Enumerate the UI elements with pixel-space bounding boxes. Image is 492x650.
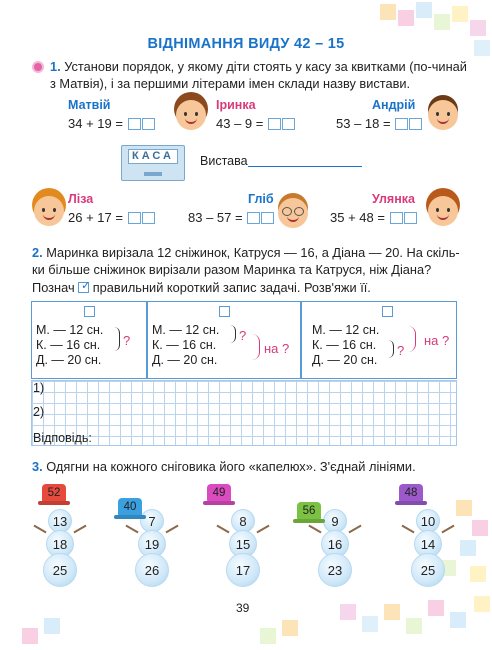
kasa-label: КАСА bbox=[128, 149, 178, 164]
answer-box[interactable] bbox=[404, 212, 417, 224]
na-label: на ? bbox=[424, 333, 450, 348]
snowman-ball: 17 bbox=[226, 553, 260, 587]
task3-instruction: Одягни на кожного сніговика його «капелюх». З'єднай лініями. bbox=[46, 459, 416, 474]
task2-problem: Маринка вирізала 12 сніжинок, Катруся — 16, а Діана — 20. На скіль-ки більше сніжинок вирізали разом Маринка та Катруся, ніж Діана? bbox=[32, 245, 460, 277]
snowman-ball: 25 bbox=[411, 553, 445, 587]
answer-box[interactable] bbox=[395, 118, 408, 130]
task1-text bbox=[50, 58, 470, 92]
snowman-ball: 13 bbox=[48, 509, 72, 533]
child-liza bbox=[68, 192, 155, 225]
snowman-arm bbox=[33, 525, 46, 534]
girl-face-icon bbox=[428, 196, 458, 226]
note-lines: М. — 12 сн. К. — 16 сн. Д. — 20 сн. bbox=[152, 323, 220, 367]
answer-box[interactable] bbox=[142, 118, 155, 130]
snowman-arm bbox=[308, 525, 321, 534]
hat[interactable]: 56 bbox=[297, 502, 321, 520]
answer-box[interactable] bbox=[409, 118, 422, 130]
question-mark: ? bbox=[123, 333, 131, 348]
solution-step-2-label: 2) bbox=[33, 405, 45, 419]
snowman-arm bbox=[348, 525, 361, 534]
option-checkbox[interactable] bbox=[84, 306, 95, 317]
answer-box[interactable] bbox=[142, 212, 155, 224]
note-lines: М. — 12 сн. К. — 16 сн. Д. — 20 сн. bbox=[36, 323, 104, 367]
short-note-option-3 bbox=[301, 301, 457, 379]
snowman-arm bbox=[441, 525, 454, 534]
child-name: Улянка bbox=[372, 192, 415, 206]
child-name: Матвій bbox=[68, 98, 111, 112]
child-expression: 83 – 57 = bbox=[188, 210, 274, 225]
child-name: Андрій bbox=[372, 98, 416, 112]
task2-number: 2. bbox=[32, 245, 43, 260]
solution-grid[interactable] bbox=[31, 380, 457, 446]
snowman-ball: 18 bbox=[46, 530, 74, 558]
snowman-ball: 9 bbox=[323, 509, 347, 533]
short-note-option-1 bbox=[31, 301, 147, 379]
note-lines: М. — 12 сн. К. — 16 сн. Д. — 20 сн. bbox=[312, 323, 380, 367]
check-icon: ✓ bbox=[78, 282, 89, 293]
child-matviy bbox=[68, 98, 155, 131]
snowman-ball: 19 bbox=[138, 530, 166, 558]
child-name: Гліб bbox=[248, 192, 274, 206]
task1-number: 1. bbox=[50, 59, 61, 74]
snowman-ball: 16 bbox=[321, 530, 349, 558]
child-ulyanka bbox=[330, 192, 417, 225]
task1-instruction: Установи порядок, у якому діти стоять у касу за квитками (по-чинай з Матвія), і за першими літерами імен склади назву вистави. bbox=[50, 59, 467, 91]
hat[interactable]: 52 bbox=[42, 484, 66, 502]
answer-box[interactable] bbox=[128, 212, 141, 224]
question-mark: ? bbox=[239, 328, 247, 343]
answer-box[interactable] bbox=[261, 212, 274, 224]
child-iryna bbox=[216, 98, 295, 131]
vystava-label: Вистава bbox=[200, 154, 248, 168]
brace-icon bbox=[114, 327, 120, 351]
task2-instruction: Познач ✓ правильний короткий запис задачі. Розв'яжи її. bbox=[32, 280, 371, 295]
child-name: Ліза bbox=[68, 192, 94, 206]
brace-icon bbox=[230, 325, 236, 343]
answer-box[interactable] bbox=[390, 212, 403, 224]
arrow-icon bbox=[408, 326, 416, 352]
hat[interactable]: 49 bbox=[207, 484, 231, 502]
answer-box[interactable] bbox=[282, 118, 295, 130]
brace-icon bbox=[388, 340, 394, 358]
answer-box[interactable] bbox=[247, 212, 260, 224]
solution-step-1-label: 1) bbox=[33, 381, 45, 395]
option-checkbox[interactable] bbox=[219, 306, 230, 317]
child-name: Іринка bbox=[216, 98, 256, 112]
child-andriy bbox=[336, 98, 422, 131]
vystava-answer-line[interactable] bbox=[248, 166, 362, 167]
task3-number: 3. bbox=[32, 459, 43, 474]
snowman-ball: 26 bbox=[135, 553, 169, 587]
ticket-office-sign bbox=[121, 145, 185, 181]
snowman-ball: 10 bbox=[416, 509, 440, 533]
snowman-arm bbox=[256, 525, 269, 534]
snowman-arm bbox=[401, 525, 414, 534]
snowman-arm bbox=[216, 525, 229, 534]
na-label: на ? bbox=[264, 341, 290, 356]
snowman-ball: 8 bbox=[231, 509, 255, 533]
snowman-ball: 7 bbox=[140, 509, 164, 533]
child-expression: 35 + 48 = bbox=[330, 210, 417, 225]
child-hlib bbox=[188, 192, 274, 225]
girl-face-icon bbox=[176, 100, 206, 130]
child-expression: 26 + 17 = bbox=[68, 210, 155, 225]
option-checkbox[interactable] bbox=[382, 306, 393, 317]
child-expression: 34 + 19 = bbox=[68, 116, 155, 131]
child-expression: 43 – 9 = bbox=[216, 116, 295, 131]
snowman-ball: 14 bbox=[414, 530, 442, 558]
hat[interactable]: 48 bbox=[399, 484, 423, 502]
short-note-option-2 bbox=[147, 301, 301, 379]
snowman-ball: 15 bbox=[229, 530, 257, 558]
hat[interactable]: 40 bbox=[118, 498, 142, 516]
arrow-icon bbox=[252, 334, 260, 360]
child-expression: 53 – 18 = bbox=[336, 116, 422, 131]
answer-box[interactable] bbox=[128, 118, 141, 130]
boy-face-icon bbox=[428, 100, 458, 130]
snowman-arm bbox=[125, 525, 138, 534]
girl-face-icon bbox=[34, 196, 64, 226]
page-number: 39 bbox=[236, 601, 250, 615]
snowman-arm bbox=[165, 525, 178, 534]
boy-glasses-face-icon bbox=[278, 198, 308, 228]
task1-marker-icon bbox=[32, 61, 44, 73]
task3-text bbox=[32, 458, 462, 475]
snowman-ball: 23 bbox=[318, 553, 352, 587]
task2-text bbox=[32, 244, 462, 278]
snowman-arm bbox=[73, 525, 86, 534]
question-mark: ? bbox=[397, 343, 405, 358]
snowman-ball: 25 bbox=[43, 553, 77, 587]
answer-label: Відповідь: bbox=[33, 431, 92, 445]
answer-box[interactable] bbox=[268, 118, 281, 130]
page-title: ВІДНІМАННЯ ВИДУ 42 – 15 bbox=[147, 36, 345, 52]
